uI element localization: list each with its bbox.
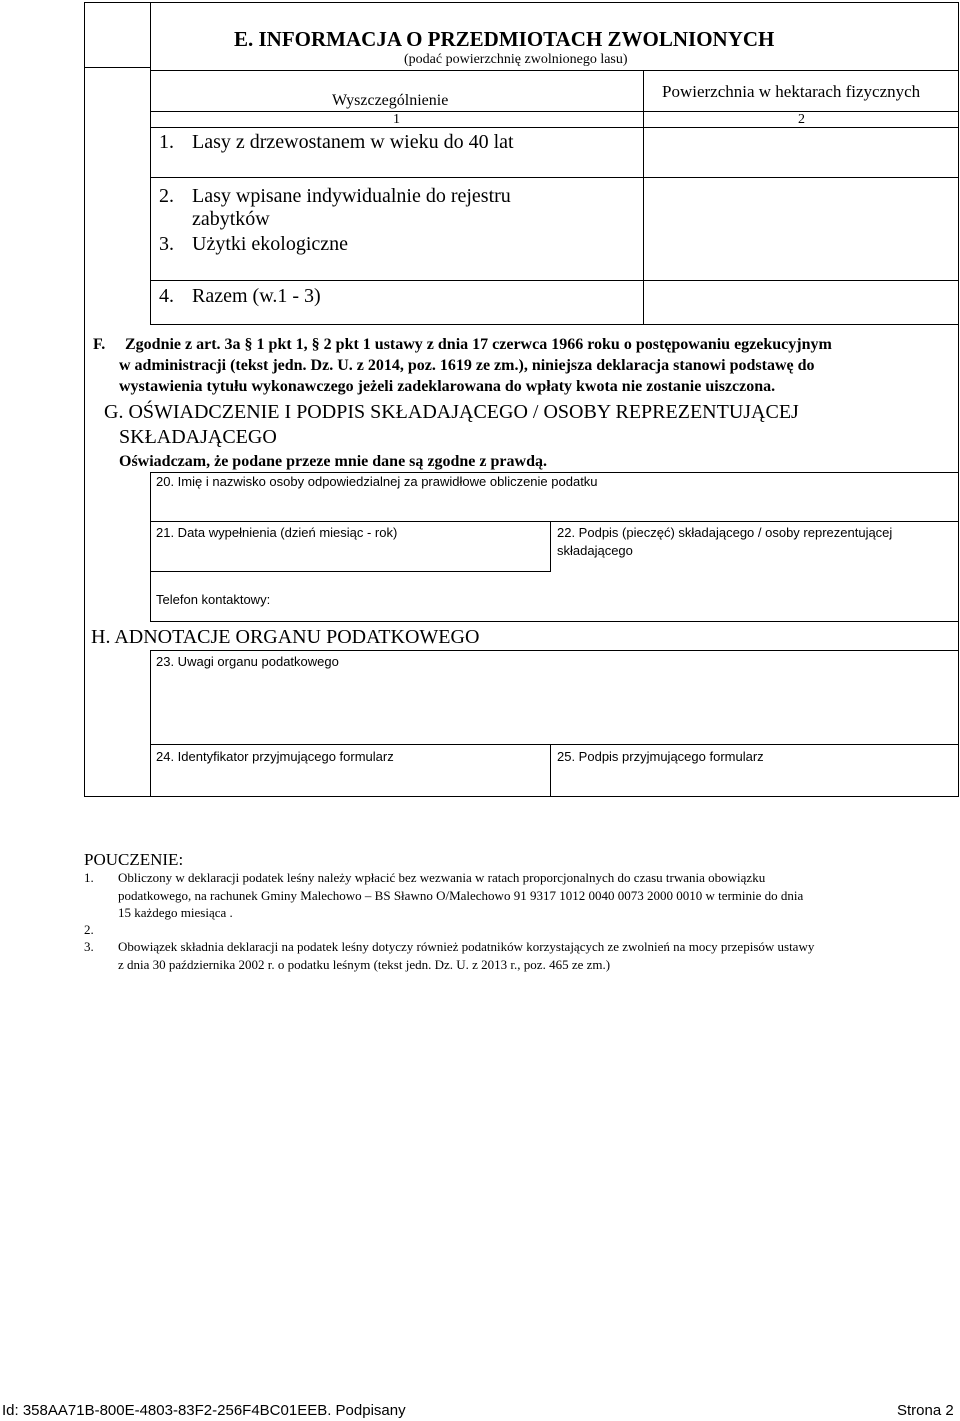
pouczenie-2-num: 2. — [84, 922, 94, 937]
table-e-col-divider — [643, 70, 644, 325]
table-e-top — [150, 70, 959, 71]
field-21-label: 21. Data wypełnienia (dzień miesiąc - rok) — [156, 525, 398, 540]
g-field21-top — [150, 521, 959, 522]
h-field-divider — [550, 744, 551, 797]
row-1-num: 1. — [159, 131, 174, 153]
pouczenie-3-line2: z dnia 30 października 2002 r. o podatku leśnym (tekst jedn. Dz. U. z 2013 r., poz. 465 ze zm.) — [118, 957, 611, 972]
pouczenie-3-line1: Obowiązek składnia deklaracji na podatek leśny dotyczy również podatników korzystających ze zwolnień na mocy przepisów ustawy — [118, 939, 815, 954]
table-e-num-line — [150, 127, 959, 128]
field-24-label: 24. Identyfikator przyjmującego formularz — [156, 749, 394, 764]
pouczenie-title: POUCZENIE: — [84, 850, 184, 869]
g-field20-top — [150, 472, 959, 473]
frame-top — [84, 2, 959, 3]
field-20-label: 20. Imię i nazwisko osoby odpowiedzialnej za prawidłowe obliczenie podatku — [156, 474, 598, 489]
g-field-divider — [550, 521, 551, 571]
table-e-col2-header: Powierzchnia w hektarach fizycznych — [662, 82, 921, 101]
table-e-bottom — [150, 324, 959, 325]
phone-label: Telefon kontaktowy: — [156, 592, 271, 607]
h-field-top — [150, 650, 959, 651]
pouczenie-3-num: 3. — [84, 939, 94, 954]
pouczenie-1-line2: podatkowego, na rachunek Gminy Malechowo – BS Sławno O/Malechowo 91 9317 1012 0040 0073 2000 0010 w terminie do dnia — [118, 888, 804, 903]
pouczenie-1-line3: 15 każdego miesiąca . — [118, 905, 233, 920]
row-2-label: Lasy wpisane indywidualnie do rejestru — [192, 185, 511, 207]
field-25-label: 25. Podpis przyjmującego formularz — [557, 749, 764, 764]
row-3-num: 3. — [159, 233, 174, 255]
frame-right — [958, 2, 959, 797]
footer-page: Strona 2 — [897, 1402, 954, 1419]
row-3-label: Użytki ekologiczne — [192, 233, 349, 255]
field-22-label: 22. Podpis (pieczęć) składającego / osoby reprezentującej — [557, 525, 893, 540]
section-f-line3: wystawienia tytułu wykonawczego jeżeli zadeklarowana do wpłaty kwota nie zostanie uiszczona. — [119, 378, 776, 395]
table-e-header-line — [150, 111, 959, 112]
frame-inner-left-e — [150, 2, 151, 325]
section-h-title: H. ADNOTACJE ORGANU PODATKOWEGO — [91, 626, 480, 648]
row-1-line — [150, 177, 959, 178]
frame-left — [84, 2, 85, 797]
row-2-num: 2. — [159, 185, 174, 207]
table-e-col1-header: Wyszczególnienie — [332, 92, 449, 109]
g-bottom — [150, 621, 959, 622]
h-field24-top — [150, 744, 959, 745]
pouczenie-1-line1: Obliczony w deklaracji podatek leśny należy wpłacić bez wezwania w ratach proporcjonalnych do czasu trwania obowiązku — [118, 870, 766, 885]
row-4-num: 4. — [159, 285, 174, 307]
row-1-label: Lasy z drzewostanem w wieku do 40 lat — [192, 131, 514, 153]
frame-bottom — [84, 796, 959, 797]
field-23-label: 23. Uwagi organu podatkowego — [156, 654, 339, 669]
g-field-left — [150, 472, 151, 622]
field-22-label-cont: składającego — [557, 543, 633, 558]
g-phone-top — [150, 571, 551, 572]
table-e-col1-num: 1 — [393, 112, 400, 127]
footer-id: Id: 358AA71B-800E-4803-83F2-256F4BC01EEB. Podpisany — [2, 1402, 406, 1419]
pouczenie-1-num: 1. — [84, 870, 94, 885]
frame-top-split — [84, 67, 151, 68]
section-e-title: E. INFORMACJA O PRZEDMIOTACH ZWOLNIONYCH — [234, 27, 775, 51]
row-4-label: Razem (w.1 - 3) — [192, 285, 321, 307]
section-g-title-line1: G. OŚWIADCZENIE I PODPIS SKŁADAJĄCEGO / OSOBY REPREZENTUJĄCEJ — [104, 401, 799, 423]
h-field-left — [150, 650, 151, 796]
section-g-statement: Oświadczam, że podane przeze mnie dane są zgodne z prawdą. — [119, 453, 547, 470]
section-g-title-line2: SKŁADAJĄCEGO — [119, 426, 277, 448]
row-2-label-cont: zabytków — [192, 208, 270, 230]
section-f-line2: w administracji (tekst jedn. Dz. U. z 2014, poz. 1619 ze zm.), niniejsza deklaracja stanowi podstawę do — [119, 357, 815, 374]
row-3-line — [150, 280, 959, 281]
table-e-col2-num: 2 — [798, 112, 805, 127]
section-f-label: F. — [93, 336, 106, 353]
section-e-subtitle: (podać powierzchnię zwolnionego lasu) — [404, 52, 628, 67]
section-f-line1: Zgodnie z art. 3a § 1 pkt 1, § 2 pkt 1 ustawy z dnia 17 czerwca 1966 roku o postępowaniu egzekucyjnym — [125, 336, 832, 353]
